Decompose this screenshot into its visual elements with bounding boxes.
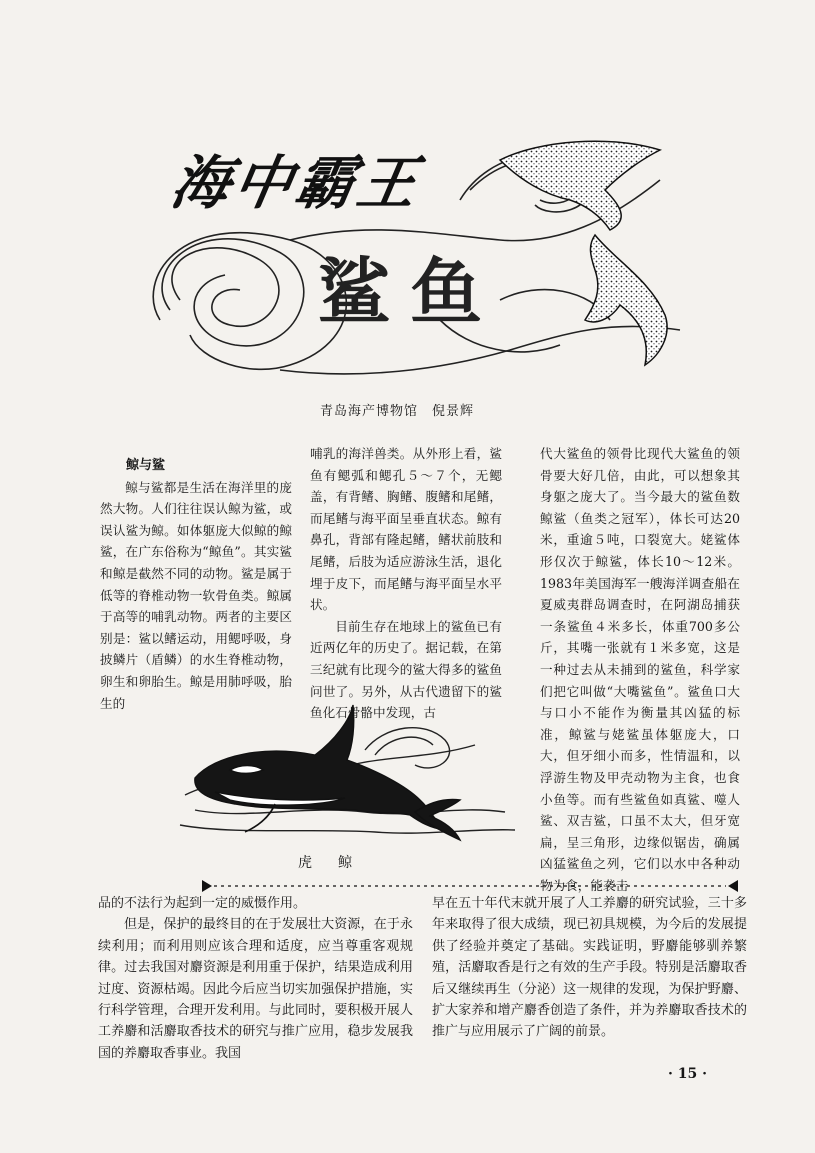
section-divider	[200, 878, 740, 894]
orca-body	[195, 705, 445, 830]
paragraph: 品的不法行为起到一定的威慑作用。	[98, 896, 307, 911]
orca-illustration	[175, 700, 525, 850]
article-column-3	[540, 443, 740, 896]
wave-swirl	[172, 248, 279, 326]
shark-upper	[500, 141, 660, 230]
shark-lower	[585, 235, 667, 365]
wave-swirl	[162, 239, 304, 346]
byline: 青岛海产博物馆 倪景辉	[320, 404, 475, 419]
figure-caption: 虎鲸	[298, 855, 378, 871]
wave-line	[180, 825, 515, 833]
article-column-1	[100, 455, 292, 714]
paragraph: 哺乳的海洋兽类。从外形上看，鲨鱼有鳃弧和鳃孔５～７个，无鳃盖，有背鳍、胸鳍、腹鳍和尾鳍，而尾鳍与海平面呈垂直状态。鲸有鼻孔，背部有隆起鳍，鳍状前肢和尾鳍，后肢为适应游泳生活，退化埋于皮下，而尾鳍与海平面呈水平状。	[310, 446, 502, 613]
subtitle-text: 鲨鱼	[318, 250, 503, 334]
continuation-left	[98, 893, 413, 1064]
page-number: · 15 ·	[668, 1066, 707, 1082]
divider-arrow-right	[728, 880, 738, 892]
paragraph: 早在五十年代末就开展了人工养麝的研究试验，三十多年来取得了很大成绩，现已初具规模，为今后的发展提供了经验并奠定了基础。实践证明，野麝能够驯养繁殖，活麝取香是行之有效的生产手段。特别是活麝取香后又继续再生（分泌）这一规律的发现，为保护野麝、扩大家养和增产麝香创造了条件，并为养麝取香技术的推广与应用展示了广阔的前景。	[432, 896, 747, 1040]
paragraph: 代大鲨鱼的领骨比现代大鲨鱼的领骨要大好几倍，由此，可以想象其身躯之庞大了。当今最大的鲨鱼数鲸鲨（鱼类之冠军），体长可达20米，重逾５吨，口裂宽大。姥鲨体形仅次于鲸鲨，体长10～12米。1983年美国海军一艘海洋调查船在夏威夷群岛调查时，在阿湖岛捕获一条鲨鱼４米多长，体重700多公斤，其嘴一张就有１米多宽，这是一种过去从未捕到的鲨鱼，科学家们把它叫做“大嘴鲨鱼”。鲨鱼口大与口小不能作为衡量其凶猛的标准，鲸鲨与姥鲨虽体躯庞大，口大，但牙细小而多，性情温和，以浮游生物及甲壳动物为主食，也食小鱼等。而有些鲨鱼如真鲨、噬人鲨、双吉鲨，口虽不太大，但牙宽扁，呈三角形，边缘似锯齿，确属凶猛鲨鱼之列，它们以水中各种动物为食，能袭击	[540, 446, 740, 893]
wave-swirl	[365, 728, 450, 768]
section-heading: 鲸与鲨	[126, 458, 166, 473]
divider-arrow-left	[202, 880, 212, 892]
wave-swirl	[375, 737, 433, 755]
article-column-2	[310, 443, 502, 724]
title-text: 海中霸王	[166, 149, 427, 217]
paragraph: 鲸与鲨都是生活在海洋里的庞然大物。人们往往误认鲸为鲨，或误认鲨为鲸。如体躯庞大似鲸的鲸鲨，在广东俗称为“鲸鱼”。其实鲨和鲸是截然不同的动物。鲨是属于低等的脊椎动物一软骨鱼类。鲸属于高等的哺乳动物。两者的主要区别是：鲨以鳍运动，用鳃呼吸，身披鳞片（盾鳞）的水生脊椎动物，卵生和卵胎生。鲸是用肺呼吸，胎生的	[100, 479, 292, 711]
paragraph: 但是，保护的最终目的在于发展壮大资源，在于永续利用；而利用则应该合理和适度，应当尊重客观规律。过去我国对麝资源是利用重于保护，结果造成利用过度、资源枯竭。因此今后应当切实加强保护措施，实行科学管理，合理开发利用。与此同时，要积极开展人工养麝和活麝取香技术的研究与推广应用，稳步发展我国的养麝取香事业。我国	[98, 917, 413, 1061]
paragraph: 目前生存在地球上的鲨鱼已有近两亿年的历史了。据记载，在第三纪就有比现今的鲨大得多的鲨鱼问世了。另外，从古代遗留下的鲨鱼化石骨骼中发现，古	[310, 618, 502, 721]
continuation-right	[432, 893, 747, 1043]
